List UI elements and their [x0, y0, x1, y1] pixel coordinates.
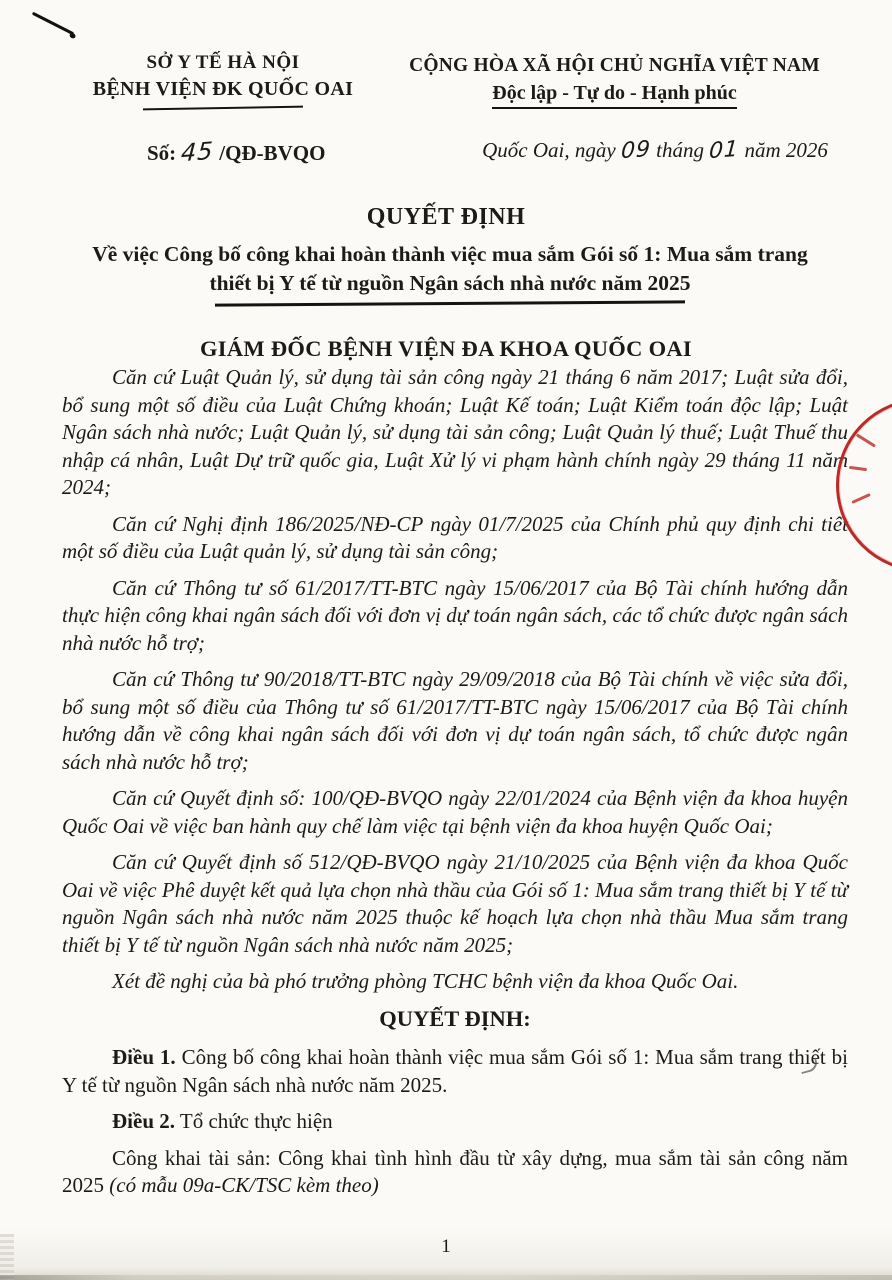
decision-subject — [70, 240, 830, 305]
preamble-paragraph: Căn cứ Thông tư số 61/2017/TT-BTC ngày 15/06/2017 của Bộ Tài chính hướng dẫn thực hiện công khai ngân sách đối với đơn vị dự toán ngân sách, các tổ chức được ngân sách nhà nước hỗ trợ; — [62, 575, 848, 655]
authority-title: GIÁM ĐỐC BỆNH VIỆN ĐA KHOA QUỐC OAI — [199, 336, 692, 361]
page-number: 1 — [441, 1236, 451, 1257]
org-underline — [143, 106, 303, 111]
preamble-paragraph: Căn cứ Quyết định số: 100/QĐ-BVQO ngày 22/01/2024 của Bệnh viện đa khoa huyện Quốc Oai về việc ban hành quy chế làm việc tại bệnh viện đa khoa huyện Quốc Oai; — [62, 786, 848, 838]
date-suffix: năm 2026 — [744, 138, 828, 162]
national-title: CỘNG HÒA XÃ HỘI CHỦ NGHĨA VIỆT NAM — [409, 55, 820, 76]
article-1-text: Công bố công khai hoàn thành việc mua sắm Gói số 1: Mua sắm trang thiết bị Y tế từ nguồn Ngân sách nhà nước năm 2025. — [62, 1045, 849, 1097]
subject-line-2: thiết bị Y tế từ nguồn Ngân sách nhà nước năm 2025 — [209, 271, 691, 295]
article-2-text: Tổ chức thực hiện — [175, 1109, 333, 1133]
national-motto: Độc lập - Tự do - Hạnh phúc — [492, 82, 736, 109]
document-number-prefix: Số: — [147, 141, 177, 165]
decision-operative-heading: QUYẾT ĐỊNH: — [379, 1005, 531, 1031]
article-2-label: Điều 2. — [112, 1109, 175, 1133]
scan-edge — [0, 1275, 892, 1280]
preamble-paragraph: Căn cứ Quyết định số 512/QĐ-BVQO ngày 21/10/2025 của Bệnh viện đa khoa Quốc Oai về việc Phê duyệt kết quả lựa chọn nhà thầu của Gói số 1: Mua sắm trang thiết bị Y tế từ nguồn Ngân sách nhà nước năm 2025 thuộc kế hoạch lựa chọn nhà thầu Mua sắm trang thiết bị Y tế từ nguồn Ngân sách nhà nước năm 2025; — [62, 850, 848, 957]
article-1-label: Điều 1. — [112, 1045, 176, 1069]
preamble-paragraph: Căn cứ Luật Quản lý, sử dụng tài sản công ngày 21 tháng 6 năm 2017; Luật sửa đổi, bổ sung một số điều của Luật Chứng khoán; Luật Kế toán; Luật Kiểm toán độc lập; Luật Ngân sách nhà nước; Luật Quản lý, sử dụng tài sản công; Luật Quản lý thuế; Luật Thuế thu nhập cá nhân, Luật Dự trữ quốc gia, Luật Xử lý vi phạm hành chính ngày 29 tháng 11 năm 2024; — [62, 365, 848, 499]
stamp-text-mark — [856, 433, 876, 447]
stamp-text-mark — [849, 466, 867, 471]
issuing-org-block — [58, 52, 388, 109]
preamble-paragraph: Căn cứ Thông tư 90/2018/TT-BTC ngày 29/09/2018 của Bộ Tài chính về việc sửa đổi, bổ sung một số điều của Thông tư số 61/2017/TT-BTC ngày 15/06/2017 của Bộ Tài chính hướng dẫn về công khai ngân sách đối với đơn vị dự toán ngân sách, tổ chức được ngân sách nhà nước hỗ trợ; — [62, 667, 848, 774]
date-prefix: Quốc Oai, ngày — [482, 138, 616, 162]
article-1 — [62, 1044, 848, 1099]
place-date-line — [455, 138, 855, 163]
implementation-paragraph — [62, 1145, 848, 1200]
date-month-handwritten: 01 — [708, 136, 741, 165]
article-2 — [62, 1108, 848, 1136]
subject-line-1: Về việc Công bố công khai hoàn thành việc mua sắm Gói số 1: Mua sắm trang — [92, 242, 808, 266]
subject-underline — [215, 300, 685, 306]
date-middle: tháng — [656, 138, 704, 162]
pen-mark — [32, 12, 74, 36]
date-day-handwritten: 09 — [620, 136, 652, 165]
document-body — [62, 364, 848, 1209]
preamble-proposal: Xét đề nghị của bà phó trưởng phòng TCHC bệnh viện đa khoa Quốc Oai. — [112, 969, 739, 993]
scan-smudge — [0, 1234, 14, 1280]
document-number-suffix: /QĐ-BVQO — [219, 141, 326, 165]
preamble-paragraph: Căn cứ Nghị định 186/2025/NĐ-CP ngày 01/7/2025 của Chính phủ quy định chi tiết một số điều của Luật quản lý, sử dụng tài sản công; — [62, 511, 848, 563]
org-parent-name: SỞ Y TẾ HÀ NỘI — [146, 52, 300, 73]
decision-title: QUYẾT ĐỊNH — [366, 204, 526, 230]
implementation-text: Công khai tài sản: Công khai tình hình đầu từ xây dựng, mua sắm tài sản công năm 2025 — [62, 1145, 848, 1197]
document-number-handwritten: 45 — [180, 136, 215, 168]
stamp-text-mark — [851, 493, 870, 503]
implementation-note: (có mẫu 09a-CK/TSC kèm theo) — [109, 1173, 379, 1197]
document-number — [147, 138, 325, 166]
org-name: BỆNH VIỆN ĐK QUỐC OAI — [92, 78, 354, 100]
national-header-block — [392, 55, 837, 109]
